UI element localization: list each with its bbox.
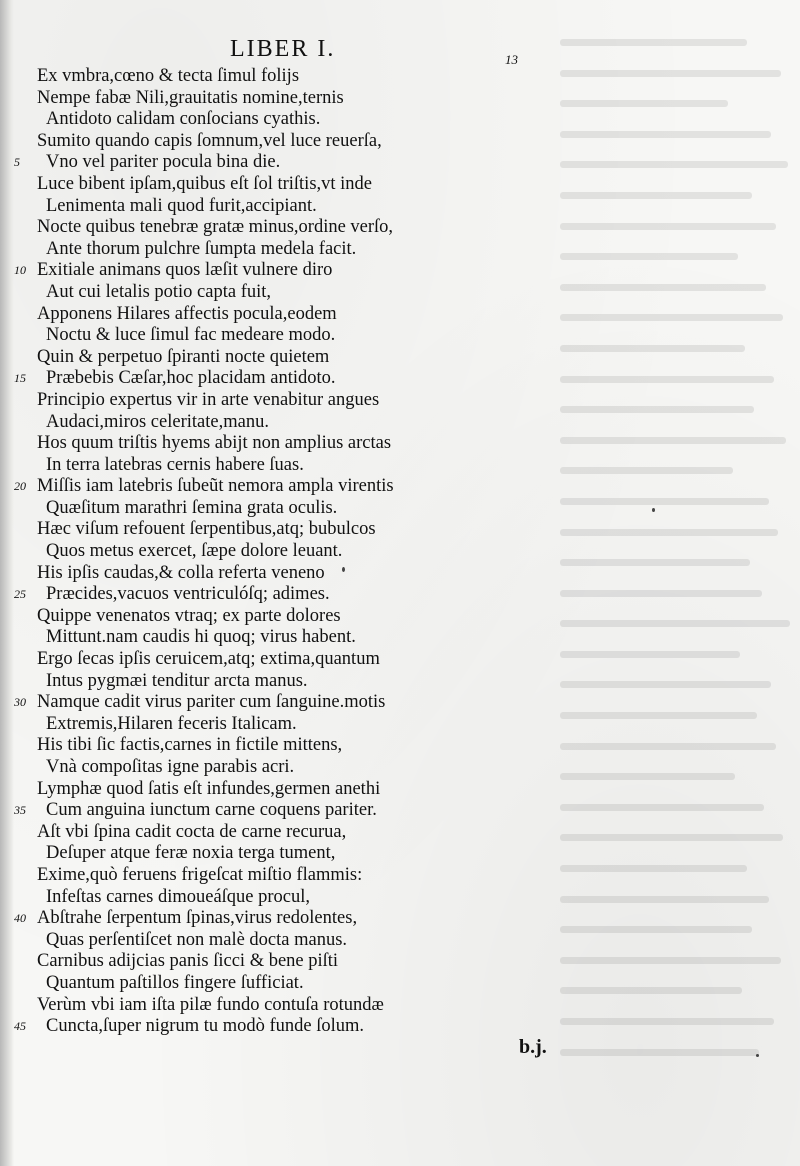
line-number: 25 [14,587,26,602]
verse-text: Carnibus adijcias panis ſicci & bene piſti [37,951,339,972]
verse-text: Ante thorum pulchre ſumpta medela facit. [46,238,357,259]
verse-text: Exitiale animans quos læſit vulnere diro [37,260,333,281]
verse-text: Infeſtas carnes dimoueáſque procul, [46,886,311,907]
verse-line [0,671,800,693]
verse-text: Quantum paſtillos fingere ſufficiat. [46,972,304,993]
verse-line [0,498,800,520]
verse-text: Deſuper atque feræ noxia terga tument, [46,843,336,864]
verse-text: Aut cui letalis potio capta fuit, [46,281,272,302]
ink-speck [652,508,655,512]
verse-block [0,66,800,1038]
line-number: 30 [14,695,26,710]
verse-text: Lenimenta mali quod furit,accipiant. [46,195,317,216]
verse-text: Vnà compoſitas igne parabis acri. [46,757,295,777]
verse-text: Noctu & luce ſimul fac medeare modo. [46,325,336,346]
ink-speck [342,567,345,572]
verse-line [0,304,800,326]
line-number: 15 [14,371,26,386]
line-number: 35 [14,803,26,818]
verse-text: Quippe venenatos vtraq; ex parte dolores [37,605,341,626]
verse-line [0,109,800,131]
verse-line [0,347,800,369]
line-number: 20 [14,479,26,494]
verse-line [0,757,800,779]
running-head: LIBER I. [230,36,336,62]
verse-line [0,433,800,455]
verse-line [0,995,800,1017]
verse-text: Quæſitum marathri ſemina grata oculis. [46,497,338,518]
signature-mark: b.j. [519,1036,547,1058]
verse-line [0,800,800,822]
verse-text: His ipſis caudas,& colla referta veneno [37,562,325,583]
verse-text: Miſſis iam latebris ſubeũt nemora ampla virentis [37,476,394,497]
verse-text: Sumito quando capis ſomnum,vel luce reuerſa, [37,130,382,151]
verse-line [0,865,800,887]
verse-line [0,887,800,909]
verse-line [0,325,800,347]
verse-line [0,563,800,585]
verse-text: Præcides,vacuos ventriculóſq; adimes. [46,584,330,605]
verse-text: Vno vel pariter pocula bina die. [46,152,281,173]
verse-text: Abſtrahe ſerpentum ſpinas,virus redolentes, [37,908,358,929]
verse-line [0,714,800,736]
verse-line [0,174,800,196]
verse-text: Nocte quibus tenebræ gratæ minus,ordine verſo, [37,217,394,238]
verse-line [0,131,800,153]
verse-text: Principio expertus vir in arte venabitur angues [37,389,380,410]
verse-text: Extremis,Hilaren feceris Italicam. [46,713,297,734]
verse-text: Cuncta,ſuper nigrum tu modò funde ſolum. [46,1016,365,1037]
verse-line [0,1016,800,1038]
verse-text: Cum anguina iunctum carne coquens pariter. [46,800,377,821]
verse-text: Audaci,miros celeritate,manu. [46,411,269,432]
verse-text: Ergo ſecas ipſis ceruicem,atq; extima,quantum [37,649,380,670]
verse-line [0,951,800,973]
verse-line [0,519,800,541]
verse-line [0,606,800,628]
verse-text: Luce bibent ipſam,quibus eſt ſol triſtis,vt inde [37,173,373,194]
verse-line [0,152,800,174]
verse-text: Nempe fabæ Nili,grauitatis nomine,ternis [37,87,344,108]
ink-speck [756,1054,759,1057]
folio-number: 13 [505,52,518,67]
verse-text: Lymphæ quod ſatis eſt infundes,germen anethi [37,778,381,799]
verse-text: Exime,quò feruens frigeſcat miſtio flammis: [37,864,363,885]
verse-line [0,390,800,412]
verse-text: Aſt vbi ſpina cadit cocta de carne recurua, [37,821,347,842]
verse-text: Ex vmbra,cœno & tecta ſimul folijs [37,66,300,86]
verse-text: Præbebis Cæſar,hoc placidam antidoto. [46,368,336,389]
verse-text: Intus pygmæi tenditur arcta manus. [46,670,308,691]
verse-text: Namque cadit virus pariter cum ſanguine.motis [37,692,386,713]
verse-line [0,843,800,865]
verse-text: Hos quum triſtis hyems abijt non amplius arctas [37,433,392,454]
verse-line [0,217,800,239]
verse-text: In terra latebras cernis habere ſuas. [46,454,304,475]
verse-line [0,822,800,844]
verse-line [0,88,800,110]
verse-line [0,196,800,218]
line-number: 45 [14,1019,26,1034]
verse-text: Verùm vbi iam iſta pilæ fundo contuſa rotundæ [37,994,384,1015]
verse-line [0,412,800,434]
verse-line [0,476,800,498]
verse-line [0,260,800,282]
verse-line [0,455,800,477]
verse-text: Hæc viſum refouent ſerpentibus,atq; bubulcos [37,519,376,540]
verse-line [0,239,800,261]
line-number: 5 [14,155,20,170]
verse-text: Antidoto calidam conſocians cyathis. [46,109,321,130]
verse-text: His tibi ſic factis,carnes in fictile mittens, [37,735,343,756]
verse-line [0,930,800,952]
verse-line [0,627,800,649]
verse-line [0,692,800,714]
show-through-line [560,1040,800,1060]
verse-line [0,541,800,563]
verse-line [0,908,800,930]
verse-line [0,584,800,606]
verse-line [0,779,800,801]
verse-line [0,973,800,995]
line-number: 40 [14,911,26,926]
verse-text: Apponens Hilares affectis pocula,eodem [37,303,337,324]
verse-text: Quas perſentiſcet non malè docta manus. [46,929,348,950]
verse-text: Quos metus exercet, ſæpe dolore leuant. [46,541,343,562]
verse-line [0,368,800,390]
verse-line [0,66,800,88]
verse-text: Quin & perpetuo ſpiranti nocte quietem [37,346,330,367]
show-through-line [560,30,800,61]
verse-line [0,735,800,757]
verse-text: Mittunt.nam caudis hi quoq; virus habent. [46,627,356,648]
verse-line [0,282,800,304]
line-number: 10 [14,263,26,278]
verse-line [0,649,800,671]
